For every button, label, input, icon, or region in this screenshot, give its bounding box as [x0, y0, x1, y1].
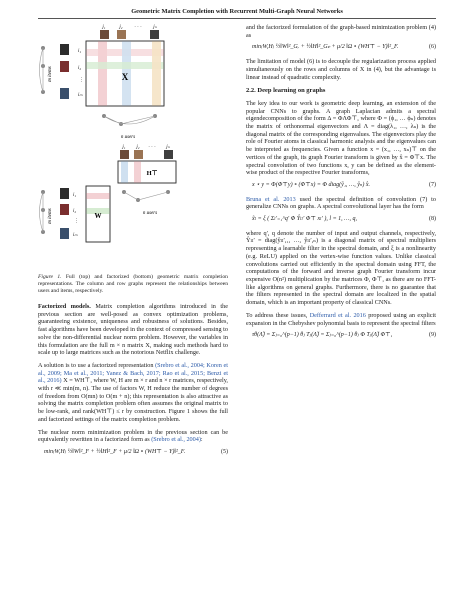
equation-body: τθ(Λ̃) = Σⱼ₌₀^(p−1) θⱼ Tⱼ(Λ̃) = Σⱼ₌₀^(p−1) θⱼ Φ Tⱼ(Λ̃) Φ⊤,	[252, 332, 393, 339]
top-diagram	[40, 25, 165, 140]
equation-body: min₍W,H₎ ½‖W‖²_Gᵣ + ½‖H‖²_G𝒸 + μ/2 ‖Ω ∘ (WH⊤ − Y)‖²_F.	[252, 44, 399, 51]
paragraph-graph-based: and the factorized formulation of the graph-based minimization problem (4) as	[246, 24, 436, 39]
bottom-row-label-2: i₂	[73, 209, 77, 214]
caption-text: Full (top) and factorized (bottom) geometric matrix completion representations. The column and row graphs represent the relationships between users and items, respectively.	[38, 274, 228, 294]
equation-5	[38, 449, 228, 457]
top-row-label-dots: ⋮	[79, 78, 84, 83]
bottom-axis-items: m items	[48, 208, 53, 224]
bottom-w-label: W	[94, 212, 102, 220]
section-heading: 2.2. Deep learning on graphs	[246, 87, 326, 95]
equation-9	[246, 332, 436, 340]
equation-body: min₍W,H₎ ½‖W‖²_F + ½‖H‖²_F + μ/2 ‖Ω ∘ (WH⊤ − Y)‖²_F.	[44, 448, 186, 455]
top-col-label-dots: · · ·	[134, 25, 142, 30]
paragraph-text: :	[200, 436, 203, 444]
bottom-row-label-1: i₁	[73, 193, 77, 198]
paragraph-text: A solution is to use a factorized representation	[38, 361, 156, 369]
equation-number: (9)	[429, 332, 436, 339]
paragraph-limitation: The limitation of model (6) is to decouple the regularization process applied simultaneously on the rows and columns of X in (4), but the advantage is linear instead of quadratic complexity.	[246, 58, 436, 81]
paragraph-bruna	[246, 196, 436, 211]
paragraph-factorized-representation	[38, 362, 228, 424]
paragraph-spectral-layer: where q′, q denote the number of input and output channels, respectively, Ŷₗₗ′ = diag(ŷₗₗ′,₁, …, ŷₗₗ′,ₙ) is a diagonal matrix of spectral multipliers representing a learnable filter in the spectral domain, and ξ is a nonlinearity (e.g. ReLU) applied on the vertex-wise function values. Unlike classical convolutions carried out efficiently in the spectral domain using FFT, the computations of the forward and inverse graph Fourier transform incur expensive O(n²) multiplication by the matrices Φ, Φ⊤, as there are no FFT-like algorithms on general graphs. Furthermore, there is no guarantee that the filters represented in the spectral domain are localized in the spatial domain, which is an important property of classical CNNs.	[246, 229, 436, 307]
top-matrix-label: X	[121, 72, 129, 82]
left-column	[38, 24, 228, 463]
bottom-col-label-dots: · · ·	[148, 145, 156, 150]
top-row-label-1: i₁	[78, 49, 82, 54]
paragraph-text: Matrix completion algorithms introduced in the previous section are well-posed as convex optimization problems, guaranteeing existence, uniqueness and robustness of solutions. Besides, fast algorithms have been developed in the context of compressed sensing to solve the non-differential nuclear norm problem. However, the variables in this formulation are the full m × n matrix X, making such methods hard to scale up to large matrices such as the notorious Netflix challenge.	[38, 303, 228, 357]
equation-number: (6)	[429, 44, 436, 51]
bottom-row-label-dots: ⋮	[74, 219, 79, 224]
header-rule	[38, 18, 436, 19]
paragraph-key-idea: The key idea to our work is geometric deep learning, an extension of the popular CNNs to graphs. A graph Laplacian admits a spectral eigendecomposition of the form Δ = ΦΛΦ⊤, where Φ = (ϕ₁, … ϕₙ) denotes the matrix of orthonormal eigenvectors and Λ = diag(λ₁, …, λₙ) is the diagonal matrix of the corresponding eigenvalues. The eigenvectors play the role of Fourier atoms in classical harmonic analysis and the eigenvalues can be interpreted as frequencies. Given a function x = (x₁, …, xₙ)⊤ on the vertices of the graph, its graph Fourier transform is given by x̂ = Φ⊤x. The spectral convolution of two functions x, y can be defined as the element-wise product of the respective Fourier transforms,	[246, 99, 436, 177]
bottom-axis-users: n users	[142, 211, 158, 216]
caption-label: Figure 1.	[38, 274, 62, 280]
top-row-label-2: i₂	[78, 66, 82, 71]
paragraph-nuclear-norm	[38, 429, 228, 444]
figure-1-graphic	[38, 24, 228, 272]
citation-link[interactable]: Bruna et al. 2013	[246, 195, 296, 203]
citation-link[interactable]: (Srebro et al., 2004; Koren et al., 2009; Ma et al., 2011; Yanez & Bach, 2017; Rao et al., 2015; Benzi et al., 2016)	[38, 361, 228, 385]
equation-number: (8)	[429, 216, 436, 223]
figure-caption	[38, 274, 228, 295]
bottom-row-label-m: iₘ	[73, 233, 78, 238]
figure-1	[38, 24, 228, 272]
bottom-col-label-1: j₁	[122, 145, 126, 150]
paragraph-factorized-models	[38, 303, 228, 357]
right-column	[246, 24, 436, 346]
equation-number: (5)	[221, 448, 228, 455]
paragraph-text: proposed using an explicit expansion in the Chebyshev polynomial basis to represent the spectral filters	[246, 311, 436, 327]
equation-8	[246, 216, 436, 224]
bottom-col-label-n: jₙ	[166, 145, 170, 150]
citation-link[interactable]: Defferrard et al. 2016	[309, 311, 366, 319]
top-col-label-2: j₂	[119, 25, 123, 30]
bottom-col-label-2: j₂	[136, 145, 140, 150]
paragraph-title: Factorized models.	[38, 303, 91, 310]
paragraph-text: The nuclear norm minimization problem in the previous section can be equivalently rewritten in a factorized form as	[38, 428, 228, 444]
top-row-label-m: iₘ	[78, 93, 83, 98]
bottom-h-label: H⊤	[146, 170, 158, 177]
equation-7	[246, 182, 436, 190]
paragraph-text: X = WH⊤, where W, H are m × r and n × r matrices, respectively, with r ≪ min(m, n). The use of factors W, H reduce the number of degrees of freedom from O(mn) to O(m + n); this representation is also attractive as solving the matrix completion problem often assumes the original matrix to be low-rank, and rank(WH⊤) ≤ r by construction. Figure 1 shows the full and factorized settings of the matrix completion problem.	[38, 377, 228, 423]
equation-6	[246, 44, 436, 52]
running-header: Geometric Matrix Completion with Recurrent Multi-Graph Neural Networks	[131, 8, 343, 15]
paragraph-text: To address these issues,	[246, 311, 310, 319]
equation-body: x̃ₗ = ξ ( Σₗ′₌₁^q′ Φ Ŷₗₗ′ Φ⊤ xₗ′ ), l = 1, …, q,	[252, 216, 357, 223]
paragraph-text: used the spectral definition of convolution (7) to generalize CNNs on graphs. A spectral convolutional layer has the form	[246, 195, 436, 211]
citation-link[interactable]: (Srebro et al., 2004)	[151, 436, 201, 444]
paragraph-defferrard	[246, 312, 436, 327]
top-axis-items: m items	[48, 66, 53, 82]
top-col-label-n: jₙ	[153, 25, 157, 30]
equation-number: (7)	[429, 181, 436, 188]
top-axis-users: n users	[120, 135, 136, 140]
equation-body: x ⋆ y = Φ(Φ⊤y) ∘ (Φ⊤x) = Φ diag(ŷ₁, …, ŷₙ) x̂.	[252, 181, 370, 188]
top-col-label-1: j₁	[102, 25, 106, 30]
bottom-diagram	[40, 145, 177, 242]
